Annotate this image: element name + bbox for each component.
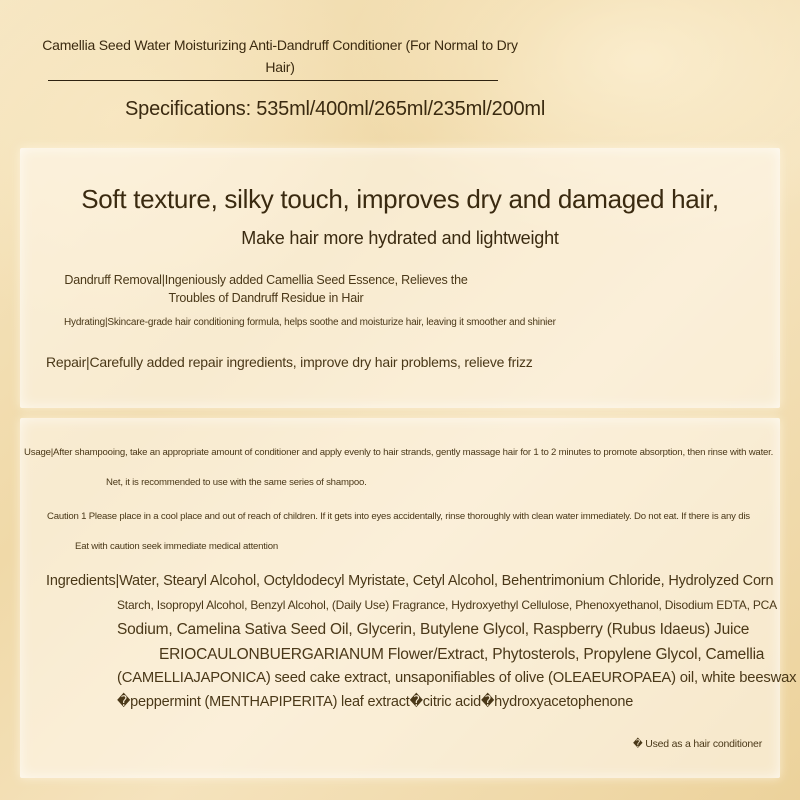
caution-text-line-2: Eat with caution seek immediate medical attention — [75, 541, 278, 552]
ingredients-line-2: Starch, Isopropyl Alcohol, Benzyl Alcohol, (Daily Use) Fragrance, Hydroxyethyl Cellulose, Phenoxyethanol, Disodium EDTA, PCA — [117, 598, 777, 612]
caution-text-line-1: Caution 1 Please place in a cool place and out of reach of children. If it gets into eyes accidentally, rinse thoroughly with clean water immediately. Do not eat. If there is any dis — [47, 511, 750, 522]
usage-text-line-1: Usage|After shampooing, take an appropriate amount of conditioner and apply evenly to hair strands, gently massage hair for 1 to 2 minutes to promote absorption, then rinse with water. — [24, 447, 774, 458]
usage-text-line-2: Net, it is recommended to use with the same series of shampoo. — [106, 477, 367, 488]
ingredients-line-5: (CAMELLIAJAPONICA) seed cake extract, unsaponifiables of olive (OLEAEUROPAEA) oil, white beeswax — [117, 669, 797, 686]
specifications: Specifications: 535ml/400ml/265ml/235ml/200ml — [125, 98, 546, 120]
product-title: Camellia Seed Water Moisturizing Anti-Dandruff Conditioner (For Normal to Dry Hair) — [42, 37, 518, 75]
ingredients-line-1: Ingredients|Water, Stearyl Alcohol, Octyldodecyl Myristate, Cetyl Alcohol, Behentrimonium Chloride, Hydrolyzed Corn — [46, 573, 774, 589]
ingredients-line-3: Sodium, Camelina Sativa Seed Oil, Glycerin, Butylene Glycol, Raspberry (Rubus Idaeus) Juice — [117, 621, 750, 638]
subheadline: Make hair more hydrated and lightweight — [241, 228, 559, 248]
ingredients-line-6: �peppermint (MENTHAPIPERITA) leaf extract�citric acid�hydroxyacetophenone — [117, 694, 634, 710]
feature-hydrating: Hydrating|Skincare-grade hair conditioning formula, helps soothe and moisturize hair, leaving it smoother and shinier — [64, 317, 556, 328]
feature-repair: Repair|Carefully added repair ingredients, improve dry hair problems, relieve frizz — [46, 354, 533, 370]
headline: Soft texture, silky touch, improves dry and damaged hair, — [81, 184, 719, 214]
ingredients-line-4: ERIOCAULONBUERGARIANUM Flower/Extract, Phytosterols, Propylene Glycol, Camellia — [159, 646, 765, 663]
title-divider — [48, 80, 498, 81]
feature-dandruff-removal: Dandruff Removal|Ingeniously added Camellia Seed Essence, Relieves the Troubles of Dandruff Residue in Hair — [64, 273, 468, 305]
usage-note: � Used as a hair conditioner — [633, 738, 762, 750]
